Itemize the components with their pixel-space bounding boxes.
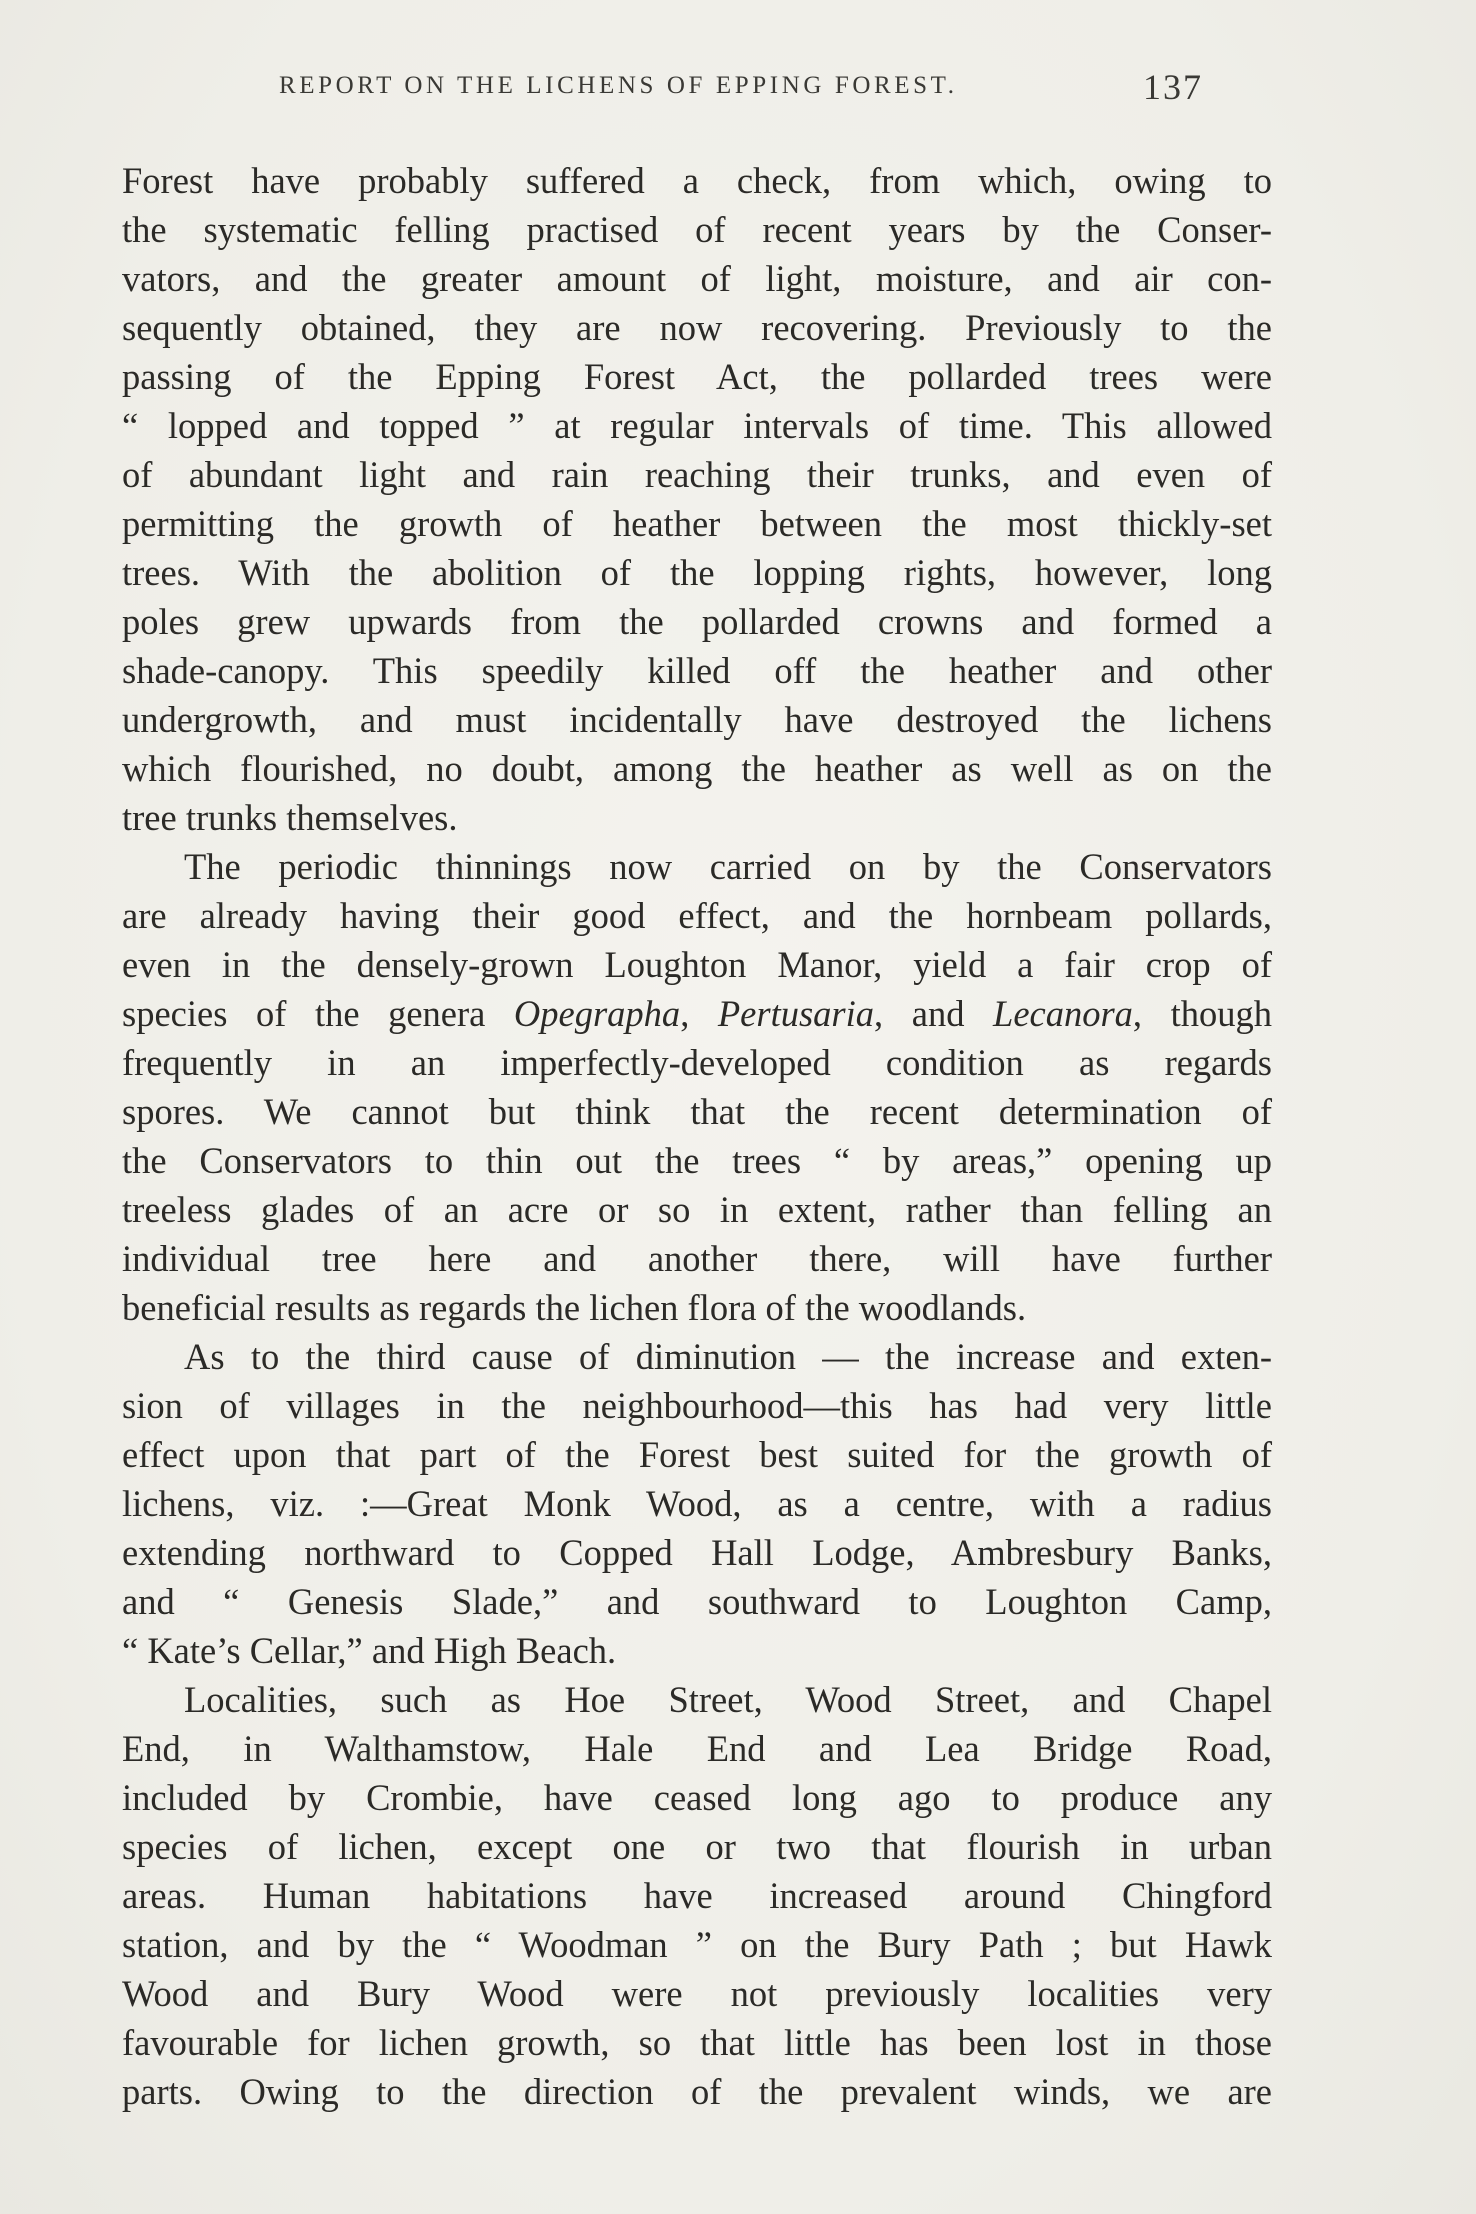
text-line: sequently obtained, they are now recovering. Previously to the <box>122 307 1272 348</box>
text-line: trees. With the abolition of the lopping rights, however, long <box>122 552 1272 593</box>
text-line: extending northward to Copped Hall Lodge, Ambresbury Banks, <box>122 1532 1272 1573</box>
text-line: the systematic felling practised of recent years by the Conser- <box>122 209 1272 250</box>
running-title: REPORT ON THE LICHENS OF EPPING FOREST. <box>279 72 958 99</box>
genus-name: Pertusaria <box>717 993 875 1034</box>
text-line: individual tree here and another there, will have further <box>122 1238 1272 1279</box>
text-run: , and <box>874 993 994 1034</box>
genus-name: Lecanora <box>993 993 1133 1034</box>
page-number: 137 <box>1143 67 1203 107</box>
text-line: included by Crombie, have ceased long ago to produce any <box>122 1777 1272 1818</box>
text-line: parts. Owing to the direction of the prevalent winds, we are <box>122 2071 1272 2112</box>
text-line: the Conservators to thin out the trees “ by areas,” opening up <box>122 1140 1272 1181</box>
text-line: vators, and the greater amount of light, moisture, and air con- <box>122 258 1272 299</box>
text-line: Wood and Bury Wood were not previously localities very <box>122 1973 1272 2014</box>
text-line: which flourished, no doubt, among the heather as well as on the <box>122 748 1272 789</box>
text-line: “ lopped and topped ” at regular intervals of time. This allowed <box>122 405 1272 446</box>
text-run: species of the genera <box>122 993 514 1034</box>
body-text <box>122 156 1272 2116</box>
text-line: As to the third cause of diminution — the increase and exten- <box>184 1336 1272 1377</box>
text-line: permitting the growth of heather between the most thickly-set <box>122 503 1272 544</box>
text-line: Forest have probably suffered a check, from which, owing to <box>122 160 1272 201</box>
text-line: sion of villages in the neighbourhood—this has had very little <box>122 1385 1272 1426</box>
text-line: Localities, such as Hoe Street, Wood Street, and Chapel <box>184 1679 1272 1720</box>
text-line-genera <box>122 989 1272 1038</box>
text-run: , though <box>1132 993 1273 1034</box>
text-line: are already having their good effect, and the hornbeam pollards, <box>122 895 1272 936</box>
text-line: of abundant light and rain reaching their trunks, and even of <box>122 454 1272 495</box>
text-line: areas. Human habitations have increased around Chingford <box>122 1875 1272 1916</box>
text-line: “ Kate’s Cellar,” and High Beach. <box>122 1630 617 1671</box>
running-head <box>279 67 1203 112</box>
text-line: spores. We cannot but think that the recent determination of <box>122 1091 1272 1132</box>
text-line: frequently in an imperfectly-developed condition as regards <box>122 1042 1272 1083</box>
text-line: effect upon that part of the Forest best suited for the growth of <box>122 1434 1272 1475</box>
text-line: passing of the Epping Forest Act, the pollarded trees were <box>122 356 1272 397</box>
text-line: shade-canopy. This speedily killed off the heather and other <box>122 650 1272 691</box>
text-line: beneficial results as regards the lichen flora of the woodlands. <box>122 1287 1027 1328</box>
text-line: and “ Genesis Slade,” and southward to Loughton Camp, <box>122 1581 1272 1622</box>
text-line: favourable for lichen growth, so that little has been lost in those <box>122 2022 1272 2063</box>
text-line: poles grew upwards from the pollarded crowns and formed a <box>122 601 1272 642</box>
text-run: , <box>680 993 718 1034</box>
text-line: The periodic thinnings now carried on by the Conservators <box>184 846 1272 887</box>
text-line: station, and by the “ Woodman ” on the Bury Path ; but Hawk <box>122 1924 1272 1965</box>
text-line: even in the densely-grown Loughton Manor, yield a fair crop of <box>122 944 1272 985</box>
text-line: lichens, viz. :—Great Monk Wood, as a centre, with a radius <box>122 1483 1272 1524</box>
text-line: undergrowth, and must incidentally have destroyed the lichens <box>122 699 1272 740</box>
text-line: End, in Walthamstow, Hale End and Lea Bridge Road, <box>122 1728 1272 1769</box>
text-line: treeless glades of an acre or so in extent, rather than felling an <box>122 1189 1272 1230</box>
genus-name: Opegrapha <box>513 993 681 1034</box>
text-line: species of lichen, except one or two that flourish in urban <box>122 1826 1272 1867</box>
text-line: tree trunks themselves. <box>122 797 458 838</box>
